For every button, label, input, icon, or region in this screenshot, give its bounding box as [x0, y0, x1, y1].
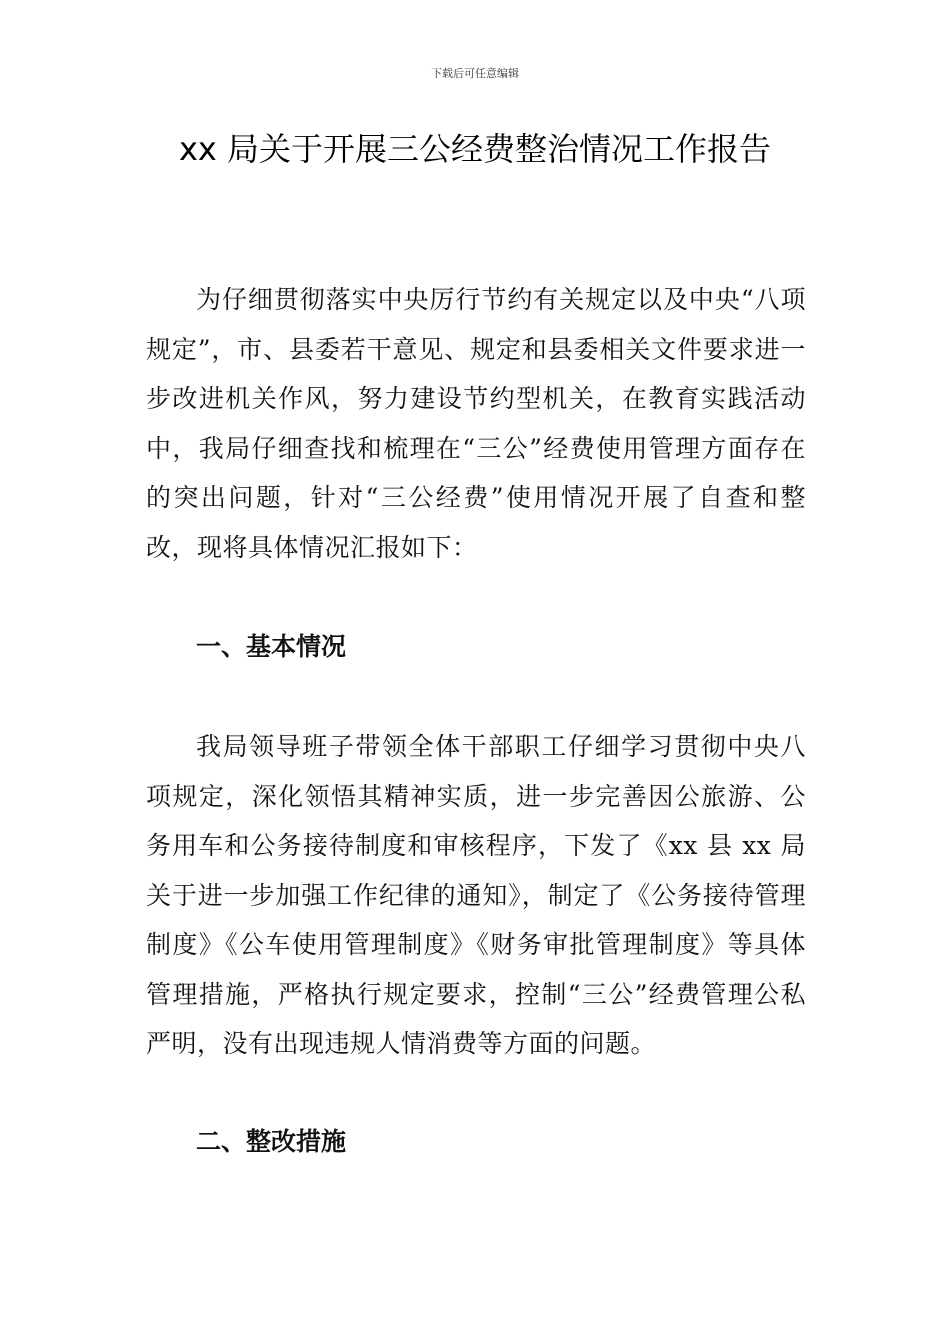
section-paragraph-basic-situation: 我局领导班子带领全体干部职工仔细学习贯彻中央八项规定，深化领悟其精神实质，进一步完善因公旅游、公务用车和公务接待制度和审核程序，下发了《xx 县 xx 局关于进一步加强工作纪律的通知》，制定了《公务接待管理制度》《公车使用管理制度》《财务审批管理制度》等具体管理措施，严格执行规定要求，控制“三公”经费管理公私严明，没有出现违规人情消费等方面的问题。	[146, 732, 806, 1058]
header-note: 下载后可任意编辑	[431, 67, 519, 80]
intro-paragraph: 为仔细贯彻落实中央厉行节约有关规定以及中央“八项规定”，市、县委若干意见、规定和县委相关文件要求进一步改进机关作风，努力建设节约型机关，在教育实践活动中，我局仔细查找和梳理在“三公”经费使用管理方面存在的突出问题，针对“三公经费”使用情况开展了自查和整改，现将具体情况汇报如下：	[146, 285, 806, 562]
section-heading-basic-situation: 一、基本情况	[196, 632, 347, 661]
section-heading-rectification-measures: 二、整改措施	[196, 1127, 347, 1156]
document-title: xx 局关于开展三公经费整治情况工作报告	[178, 130, 772, 168]
